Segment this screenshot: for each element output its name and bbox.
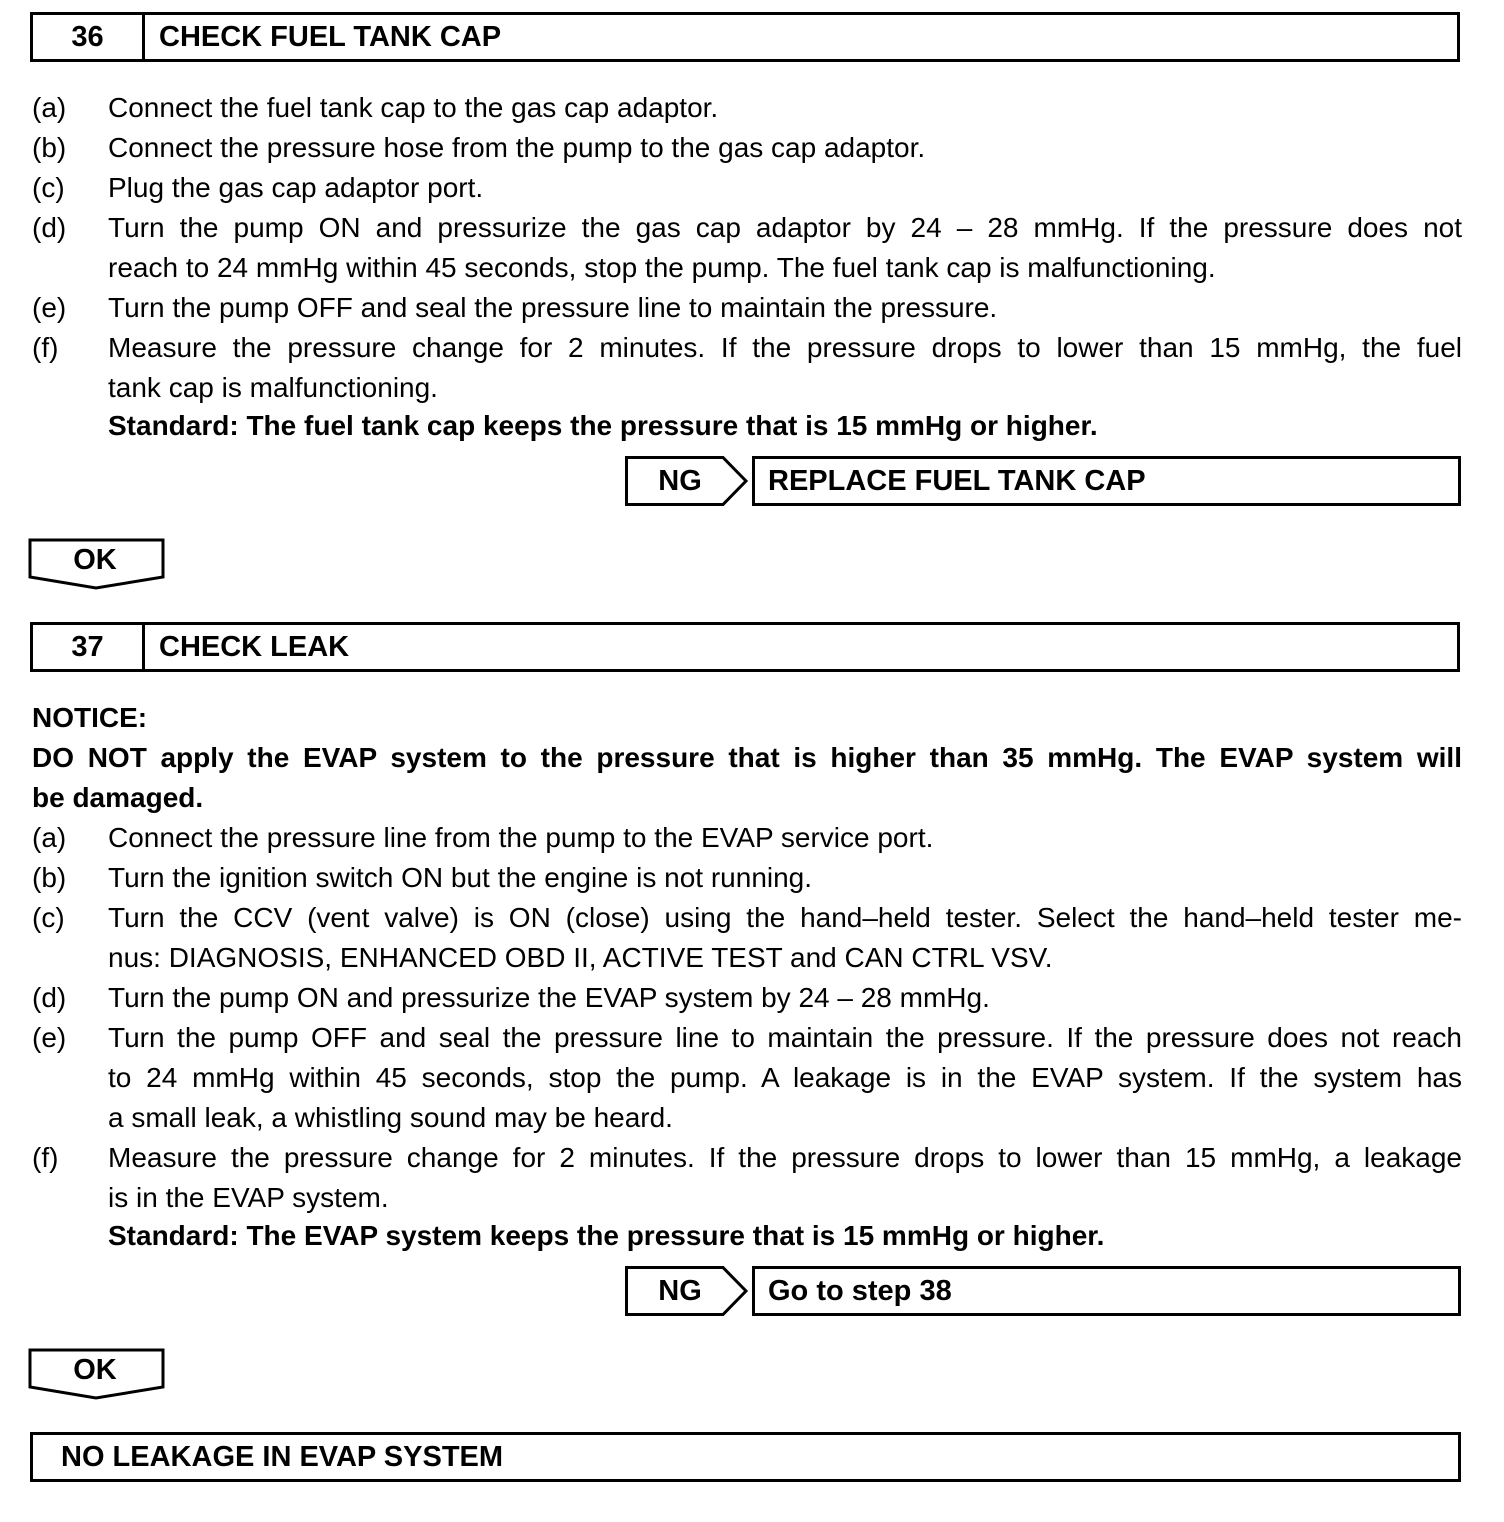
- step-title: CHECK LEAK: [159, 631, 350, 663]
- item-text-line: Plug the gas cap adaptor port.: [108, 172, 484, 203]
- item-text-line: Turn the pump OFF and seal the pressure line to maintain the pressure.: [108, 292, 998, 323]
- ng-indicator: [625, 1266, 749, 1316]
- item-text-line: is in the EVAP system.: [108, 1182, 389, 1213]
- item-text-line: Connect the pressure line from the pump to the EVAP service port.: [108, 822, 934, 853]
- item-text-line: Turn the pump ON and pressurize the gas cap adaptor by 24 – 28 mmHg. If the pressure does not: [108, 212, 1462, 243]
- step-title: CHECK FUEL TANK CAP: [159, 21, 502, 53]
- item-label: (f): [32, 332, 59, 363]
- ok-indicator: [28, 538, 166, 590]
- item-label: (b): [32, 132, 67, 163]
- ng-result-box: Go to step 38: [752, 1266, 1461, 1316]
- ng-indicator: [625, 456, 749, 506]
- item-text-line: nus: DIAGNOSIS, ENHANCED OBD II, ACTIVE TEST and CAN CTRL VSV.: [108, 942, 1053, 973]
- step-36-header: [30, 12, 1460, 62]
- ng-label: NG: [658, 1275, 702, 1307]
- item-label: (e): [32, 292, 67, 323]
- item-text-line: Connect the pressure hose from the pump to the gas cap adaptor.: [108, 132, 926, 163]
- item-text-line: Measure the pressure change for 2 minutes. If the pressure drops to lower than 15 mmHg, the fuel: [108, 332, 1462, 363]
- item-label: (e): [32, 1022, 67, 1053]
- item-label: (d): [32, 212, 67, 243]
- step-number: 36: [33, 15, 145, 59]
- item-text-line: Turn the CCV (vent valve) is ON (close) using the hand–held tester. Select the hand–held tester me-: [108, 902, 1462, 933]
- notice-line: DO NOT apply the EVAP system to the pressure that is higher than 35 mmHg. The EVAP system will: [32, 742, 1462, 773]
- step-37-header: [30, 622, 1460, 672]
- step-number: 37: [33, 625, 145, 669]
- item-label: (c): [32, 172, 65, 203]
- notice-title: NOTICE:: [32, 702, 148, 733]
- item-label: (f): [32, 1142, 59, 1173]
- ng-result-box: REPLACE FUEL TANK CAP: [752, 456, 1461, 506]
- item-text-line: Turn the ignition switch ON but the engine is not running.: [108, 862, 813, 893]
- step-36-standard: Standard: The fuel tank cap keeps the pressure that is 15 mmHg or higher.: [108, 410, 1098, 441]
- item-text-line: tank cap is malfunctioning.: [108, 372, 438, 403]
- item-label: (d): [32, 982, 67, 1013]
- ok-label: OK: [73, 1354, 117, 1386]
- item-label: (c): [32, 902, 65, 933]
- item-label: (a): [32, 92, 67, 123]
- item-text-line: to 24 mmHg within 45 seconds, stop the pump. A leakage is in the EVAP system. If the system has: [108, 1062, 1462, 1093]
- item-text-line: a small leak, a whistling sound may be heard.: [108, 1102, 673, 1133]
- item-text-line: Connect the fuel tank cap to the gas cap adaptor.: [108, 92, 719, 123]
- item-text-line: Turn the pump ON and pressurize the EVAP system by 24 – 28 mmHg.: [108, 982, 990, 1013]
- final-result-box: NO LEAKAGE IN EVAP SYSTEM: [30, 1432, 1461, 1482]
- ok-indicator: [28, 1348, 166, 1400]
- notice-line: be damaged.: [32, 782, 204, 813]
- ok-label: OK: [73, 544, 117, 576]
- item-label: (a): [32, 822, 67, 853]
- item-text-line: reach to 24 mmHg within 45 seconds, stop the pump. The fuel tank cap is malfunctioning.: [108, 252, 1216, 283]
- item-text-line: Turn the pump OFF and seal the pressure line to maintain the pressure. If the pressure does not reach: [108, 1022, 1462, 1053]
- item-label: (b): [32, 862, 67, 893]
- step-37-standard: Standard: The EVAP system keeps the pressure that is 15 mmHg or higher.: [108, 1220, 1105, 1251]
- ng-label: NG: [658, 465, 702, 497]
- item-text-line: Measure the pressure change for 2 minutes. If the pressure drops to lower than 15 mmHg, a leakage: [108, 1142, 1462, 1173]
